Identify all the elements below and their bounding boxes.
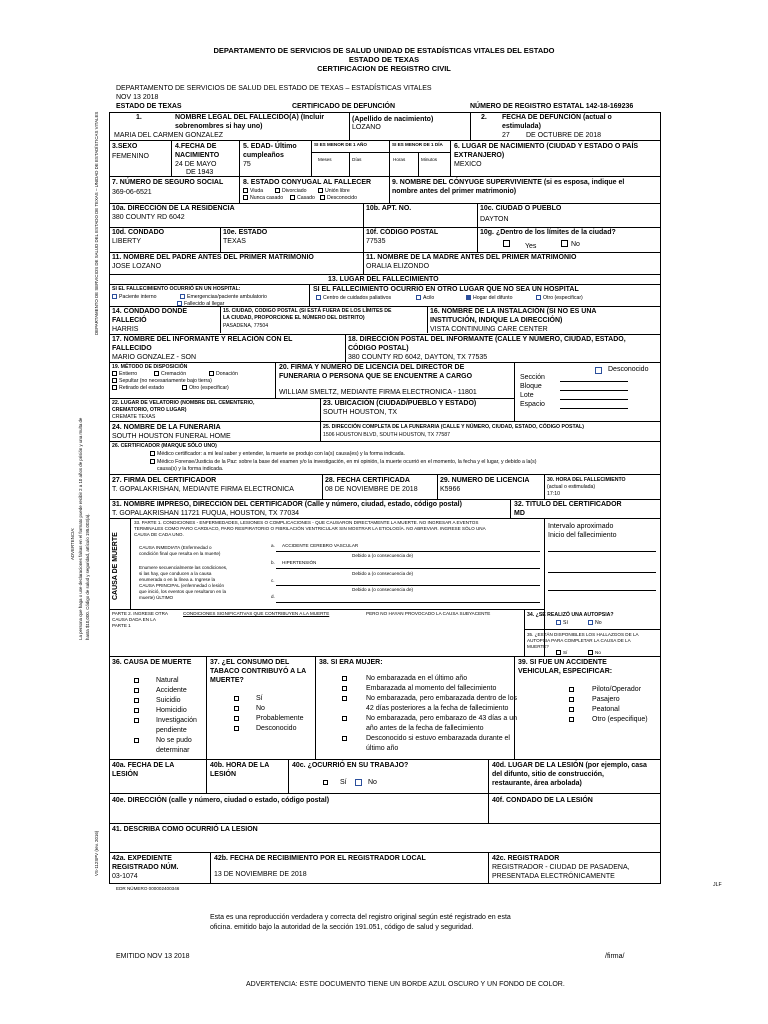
f4-label-2: NACIMIENTO — [175, 152, 220, 159]
f20-label-2: FUNERARIA O PERSONA QUE SE ENCUENTRE A CARGO — [279, 373, 473, 380]
f27-label: 27. FIRMA DEL CERTIFICADOR — [112, 477, 217, 484]
findings-no-checkbox[interactable] — [588, 650, 593, 655]
deceased-name: MARIA DEL CARMEN GONZALEZ — [114, 132, 224, 139]
f40d-label: 40d. LUGAR DE LA LESIÓN (por ejemplo, casa — [492, 762, 647, 769]
autopsy-yes-checkbox[interactable] — [556, 620, 561, 625]
manner-option-label: Accidente — [156, 687, 187, 694]
pregnancy-option-label: año antes de la fecha de fallecimiento — [366, 725, 484, 732]
pregnancy-option-checkbox[interactable] — [342, 696, 347, 701]
f19-label: 19. MÉTODO DE DISPOSICIÓN — [112, 364, 188, 370]
f7-label: 7. NÚMERO DE SEGURO SOCIAL — [112, 179, 224, 186]
f5-label-2: cumpleaños — [243, 152, 284, 159]
days-label: Días — [352, 157, 362, 162]
f6-label-2: EXTRANJERO) — [454, 152, 505, 159]
interval-label-2: Inicio del fallecimiento — [548, 532, 617, 539]
f1-label-2: sobrenombres si hay uno) — [175, 123, 263, 130]
disp-cremation-checkbox[interactable] — [154, 371, 159, 376]
f36-label: 36. CAUSA DE MUERTE — [112, 659, 192, 666]
f40e-label: 40e. DIRECCIÓN (calle y número, ciudad o estado, código postal) — [112, 797, 330, 804]
other-hospice-label: Centro de cuidados paliativos — [323, 295, 392, 301]
findings-yes-label: Sí — [563, 650, 568, 655]
autopsy-yes-label: Sí — [563, 620, 568, 626]
plot-block-label: Bloque — [520, 383, 542, 390]
plot-unknown-checkbox[interactable] — [595, 367, 602, 374]
subheader-dept: DEPARTAMENTO DE SERVICIOS DE SALUD DEL ESTADO DE TEXAS – ESTADÍSTICAS VITALES — [116, 85, 432, 92]
f35-label-3: MUERTE? — [527, 644, 549, 649]
warning-text: ADVERTENCIA: ESTE DOCUMENTO TIENE UN BORDE AZUL OSCURO Y UN FONDO DE COLOR. — [246, 981, 565, 988]
marital-unknown-label: Desconocido — [327, 195, 357, 201]
other-other-label: Otro (especificar) — [543, 295, 583, 301]
f10c-label: 10c. CIUDAD O PUEBLO — [480, 205, 562, 212]
autopsy-no-checkbox[interactable] — [588, 620, 593, 625]
other-other-checkbox[interactable] — [536, 295, 541, 300]
disp-donation-checkbox[interactable] — [209, 371, 214, 376]
f33-intro-3: CAUSA DE CADA UNO. — [134, 532, 184, 537]
manner-option-label: Homicidio — [156, 707, 187, 714]
ssn-value: 369-06-6521 — [112, 189, 152, 196]
father-name: JOSE LOZANO — [112, 263, 162, 270]
f16-label: 16. NOMBRE DE LA INSTALACIÓN (SI NO ES UNA — [430, 308, 597, 315]
part2-label-5: PARTE 1 — [112, 623, 131, 628]
other-home-checkbox[interactable] — [466, 295, 471, 300]
f30-label-2: (actual o estimulada) — [547, 484, 596, 490]
subheader-state: ESTADO DE TEXAS — [116, 103, 182, 110]
f35-label-2: AUTOPSIA PARA COMPLETAR LA CAUSA DE LA — [527, 638, 631, 643]
tobacco-option-label: Probablemente — [256, 715, 304, 722]
f17-label-2: FALLECIDO — [112, 345, 152, 352]
subheader-date: NOV 13 2018 — [116, 94, 159, 101]
residence-address: 380 COUNTY RD 6042 — [112, 214, 185, 221]
certifier-examiner-label-2: causa(s) y la forma indicada. — [157, 466, 224, 472]
marital-never-checkbox[interactable] — [243, 195, 248, 200]
f38-label: 38. SI ERA MUJER: — [319, 659, 383, 666]
f14-label: 14. CONDADO DONDE — [112, 308, 188, 315]
sidebar-form-code: VS-112SPV (rev. 2016) — [94, 830, 99, 876]
marital-unknown-checkbox[interactable] — [320, 195, 325, 200]
header-line-1: DEPARTAMENTO DE SERVICIOS DE SALUD UNIDAD DE ESTADÍSTICAS VITALES DEL ESTADO — [213, 46, 555, 55]
edr-number: EDR NÚMERO 000002400346 — [116, 886, 180, 891]
at-work-no-label: No — [368, 779, 377, 786]
manner-option-checkbox[interactable] — [134, 698, 139, 703]
minutes-label: Minutos — [421, 157, 438, 162]
seq-1: Enumere secuencialmente las condiciones, — [139, 565, 228, 570]
marital-union-label: Unión libre — [325, 188, 350, 194]
sidebar-top-text: DEPARTAMENTO DE SERVICIOS DE SALUD DEL ESTADO DE TEXAS – UNIDAD DE ESTADÍSTICAS VITALES — [94, 111, 99, 335]
disp-entomb-checkbox[interactable] — [112, 378, 117, 383]
f39-label-2: VEHICULAR, ESPECIFICAR: — [518, 668, 613, 675]
certifier-physician-label: Médico certificador: a mi leal saber y entender, la muerte se produjo con la(s) causa(es) y la forma indicada. — [157, 451, 405, 457]
manner-option-label: Natural — [156, 677, 179, 684]
autopsy-no-label: No — [595, 620, 602, 626]
cause-line-a: ACCIDENTE CEREBRO VASCULAR — [282, 543, 359, 548]
disp-burial-label: Entierro — [119, 371, 138, 377]
f32-label: 32. TITULO DEL CERTIFICADOR — [514, 501, 622, 508]
f30-label: 30. HORA DEL FALLECIMIENTO — [547, 477, 626, 483]
part2-label: PARTE 2. INGRESE OTRA — [112, 611, 168, 616]
manner-option-checkbox[interactable] — [134, 708, 139, 713]
f1b-label: (Apellido de nacimiento) — [352, 116, 434, 123]
other-home-label: Hogar del difunto — [473, 295, 513, 301]
seq-4: CAUSA PRINCIPAL (enfermedad o lesión — [139, 583, 225, 588]
hosp-emergency-checkbox[interactable] — [180, 294, 185, 299]
marital-divorced-checkbox[interactable] — [275, 188, 280, 193]
plot-unknown-label: Desconocido — [608, 366, 649, 373]
other-nursing-checkbox[interactable] — [416, 295, 421, 300]
f42b-label: 42b. FECHA DE RECIBIMIENTO POR EL REGISTRADOR LOCAL — [214, 855, 426, 862]
tobacco-option-checkbox[interactable] — [234, 696, 239, 701]
f12-label: 11. NOMBRE DE LA MADRE ANTES DEL PRIMER MATRIMONIO — [366, 254, 577, 261]
city-limits-no-checkbox[interactable] — [561, 240, 568, 247]
vehicle-option-checkbox[interactable] — [569, 717, 574, 722]
mother-name: ORALIA ELIZONDO — [366, 263, 430, 270]
f5-sub-year: SI ES MENOR DE 1 AÑO — [314, 142, 367, 147]
vehicle-option-label: Peatonal — [592, 706, 620, 713]
part2-label-3: PERO NO HAYAN PROVOCADO LA CAUSA SUBYACENTE — [366, 611, 491, 616]
issued-date: EMITIDO NOV 13 2018 — [116, 953, 190, 960]
cause-of-death-side-label: CAUSA DE MUERTE — [112, 532, 119, 600]
tobacco-option-label: Sí — [256, 695, 263, 702]
vehicle-option-label: Otro (especifique) — [592, 716, 648, 723]
f40f-label: 40f. CONDADO DE LA LESIÓN — [492, 797, 593, 804]
disp-other-checkbox[interactable] — [182, 385, 187, 390]
marital-divorced-label: Divorciado — [282, 188, 307, 194]
hours-label: Horas — [393, 157, 406, 162]
part2-label-2: CONDICIONES SIGNIFICATIVAS QUE CONTRIBUYEN A LA MUERTE — [183, 611, 330, 616]
pregnancy-option-label: Embarazada al momento del fallecimiento — [366, 685, 497, 692]
f10g-label: 10g. ¿Dentro de los límites de la ciudad? — [480, 229, 616, 236]
f4-label: 4.FECHA DE — [175, 143, 217, 150]
certified-date: 08 DE NOVIEMBRE DE 2018 — [325, 486, 418, 493]
f1-num: 1. — [136, 114, 142, 121]
tobacco-option-label: No — [256, 705, 265, 712]
f10e-label: 10e. ESTADO — [223, 229, 268, 236]
pregnancy-option-checkbox[interactable] — [342, 716, 347, 721]
manner-option-label: Investigación — [156, 717, 197, 724]
interval-label: Intervalo aproximado — [548, 523, 614, 530]
seq-2: si las hay, que conducen a la causa — [139, 571, 212, 576]
part2-label-4: CAUSA DADA EN LA — [112, 617, 156, 622]
plot-lot-label: Lote — [520, 392, 534, 399]
f20-label: 20. FIRMA Y NÚMERO DE LICENCIA DEL DIRECTOR DE — [279, 364, 465, 371]
manner-option-checkbox[interactable] — [134, 688, 139, 693]
f40a-label: 40a. FECHA DE LA — [112, 762, 175, 769]
f11-label: 11. NOMBRE DEL PADRE ANTES DEL PRIMER MATRIMONIO — [112, 254, 314, 261]
f31-label: 31. NOMBRE IMPRESO, DIRECCIÓN DEL CERTIFICADOR (Calle y número, ciudad, estado, código postal) — [112, 501, 462, 508]
f6-label: 6. LUGAR DE NACIMIENTO (CIUDAD Y ESTADO O PAÍS — [454, 143, 639, 150]
line-a-label: a. — [271, 543, 275, 548]
residence-county: LIBERTY — [112, 238, 142, 245]
city-limits-yes-checkbox[interactable] — [503, 240, 510, 247]
birth-date-2: DE 1943 — [186, 169, 214, 176]
initials: JLF — [713, 882, 722, 888]
months-label: Meses — [318, 157, 332, 162]
f42c-label: 42c. REGISTRADOR — [492, 855, 560, 862]
cause-line-b: HIPERTENSIÓN — [282, 560, 317, 565]
vehicle-option-checkbox[interactable] — [569, 697, 574, 702]
other-nursing-label: Acilo — [423, 295, 435, 301]
header-line-3: CERTIFICACION DE REGISTRO CIVIL — [317, 64, 451, 73]
f25-label: 25. DIRECCIÓN COMPLETA DE LA FUNERARIA (CALLE Y NÚMERO, CIUDAD, ESTADO, CÓDIGO POSTAL) — [323, 424, 584, 430]
line-b-label: b. — [271, 560, 275, 565]
f40a-label-2: LESIÓN — [112, 771, 139, 778]
manner-option-label: pendiente — [156, 727, 187, 734]
f40d-label-2: del difunto, sitio de construcción, — [492, 771, 605, 778]
pregnancy-option-label: último año — [366, 745, 399, 752]
death-county: HARRIS — [112, 326, 139, 333]
certifier-examiner-checkbox[interactable] — [150, 459, 155, 464]
vehicle-option-checkbox[interactable] — [569, 687, 574, 692]
disp-removal-label: Retirado del estado — [119, 385, 164, 391]
disp-other-label: Otro (especificar) — [189, 385, 229, 391]
f42a-label-2: REGISTRADO NÚM. — [112, 864, 179, 871]
findings-yes-checkbox[interactable] — [556, 650, 561, 655]
certification-statement-2: oficina. emitido bajo la autoridad de la sección 191.051, código de salud y seguridad. — [210, 924, 474, 931]
seq-5: que inició, los eventos que resultaron en la — [139, 589, 227, 594]
f37-label-2: TABACO CONTRIBUYÓ A LA — [210, 668, 307, 675]
f1-label: NOMBRE LEGAL DEL FALLECIDO(A) (Incluir — [175, 114, 325, 121]
f14-label-2: FALLECIÓ — [112, 317, 147, 324]
certifier-name-address: T. GOPALAKRISHAN 11721 FUQUA, HOUSTON, TX 77034 — [112, 510, 299, 517]
file-number: 03-1074 — [112, 873, 138, 880]
funeral-director-signature: WILLIAM SMELTZ, MEDIANTE FIRMA ELECTRONICA - 11801 — [279, 389, 477, 396]
signature-placeholder: /firma/ — [605, 953, 625, 960]
subheader-regnum: NÚMERO DE REGISTRO ESTATAL 142-18-169236 — [470, 103, 634, 110]
f37-label: 37. ¿EL CONSUMO DEL — [210, 659, 290, 666]
f40b-label-2: LESIÓN — [210, 771, 237, 778]
f18-label: 18. DIRECCIÓN POSTAL DEL INFORMANTE (CALLE Y NÚMERO, CIUDAD, ESTADO, — [348, 336, 626, 343]
city-limits-no-label: No — [571, 241, 580, 248]
f9-label-2: nombre antes del primer matrimonio) — [392, 188, 517, 195]
f22-label-2: CREMATORIO, OTRO LUGAR) — [112, 407, 187, 413]
sidebar-warning-line1: La persona que haga o use declaraciones falsas en el formato puede recibir 2 a 10 años de prisión y una multa de — [78, 417, 83, 640]
tobacco-option-checkbox[interactable] — [234, 726, 239, 731]
f34-label: 34. ¿SE REALIZÓ UNA AUTOPSIA? — [527, 612, 614, 618]
disp-removal-checkbox[interactable] — [112, 385, 117, 390]
disp-entomb-label: Sepultar (no necesariamente bajo tierra) — [119, 378, 212, 384]
birth-date-1: 24 DE MAYO — [175, 161, 217, 168]
f37-label-3: MUERTE? — [210, 677, 244, 684]
f28-label: 28. FECHA CERTIFICADA — [325, 477, 410, 484]
marital-widowed-label: Viuda — [250, 188, 264, 194]
f18-label-2: CÓDIGO POSTAL) — [348, 345, 409, 352]
vehicle-option-label: Pasajero — [592, 696, 620, 703]
residence-city: DAYTON — [480, 216, 509, 223]
hosp-doa-label: Fallecido al llegar — [184, 301, 225, 307]
immediate-cause-label: CAUSA INMEDIATA (Enfermedad o — [139, 545, 212, 550]
funeral-home-name: SOUTH HOUSTON FUNERAL HOME — [112, 433, 231, 440]
f24-label: 24. NOMBRE DE LA FUNERARIA — [112, 424, 221, 431]
line-d-label: d. — [271, 594, 275, 599]
f26-label: 26. CERTIFICADOR (MARQUE SÓLO UNO) — [112, 443, 217, 449]
other-hospice-checkbox[interactable] — [316, 295, 321, 300]
pregnancy-option-label: No embarazada, pero embarazo de 43 días a un — [366, 715, 517, 722]
tobacco-option-label: Desconocido — [256, 725, 297, 732]
due-to-b: Debido a (o consecuencia de) — [352, 571, 414, 576]
f9-label: 9. NOMBRE DEL CÓNYUGE SUPERVIVIENTE (si es esposa, indique el — [392, 179, 625, 186]
manner-option-label: No se pudo — [156, 737, 192, 744]
at-work-yes-label: Sí — [340, 779, 347, 786]
death-date: DE OCTUBRE DE 2018 — [526, 132, 602, 139]
pregnancy-option-checkbox[interactable] — [342, 676, 347, 681]
at-work-no-checkbox[interactable] — [355, 779, 362, 786]
facility-name: VISTA CONTINUING CARE CENTER — [430, 326, 548, 333]
disp-burial-checkbox[interactable] — [112, 371, 117, 376]
findings-no-label: No — [595, 650, 601, 655]
manner-option-checkbox[interactable] — [134, 718, 139, 723]
f10a-label: 10a. DIRECCIÓN DE LA RESIDENCIA — [112, 205, 235, 212]
vehicle-option-checkbox[interactable] — [569, 707, 574, 712]
manner-option-label: Suicidio — [156, 697, 181, 704]
f10b-label: 10b. APT. NO. — [366, 205, 412, 212]
immediate-cause-label-2: condición final que resulta en la muerte) — [139, 551, 221, 556]
registrar-value-2: PRESENTADA ELECTRÓNICAMENTE — [492, 873, 615, 880]
residence-state: TEXAS — [223, 238, 246, 245]
certifier-physician-checkbox[interactable] — [150, 451, 155, 456]
pregnancy-option-label: No embarazada, pero embarazada dentro de los — [366, 695, 517, 702]
death-city-zip: PASADENA, 77504 — [223, 323, 269, 329]
seq-6: muerte) ÚLTIMO — [139, 595, 174, 600]
manner-option-label: determinar — [156, 747, 190, 754]
f29-label: 29. NUMERO DE LICENCIA — [440, 477, 530, 484]
marital-married-checkbox[interactable] — [290, 195, 295, 200]
f16-label-2: INSTITUCIÓN, INDIQUE LA DIRECCIÓN) — [430, 317, 563, 324]
certifier-signature: T. GOPALAKRISHAN, MEDIANTE FIRMA ELECTRONICA — [112, 486, 294, 493]
f13-other-label: SI EL FALLECIMIENTO OCURRIÓ EN OTRO LUGAR QUE NO SEA UN HOSPITAL — [313, 286, 579, 293]
due-to-a: Debido a (o consecuencia de) — [352, 553, 414, 558]
pregnancy-option-checkbox[interactable] — [342, 736, 347, 741]
age-value: 75 — [243, 161, 251, 168]
tobacco-option-checkbox[interactable] — [234, 716, 239, 721]
received-date: 13 DE NOVIEMBRE DE 2018 — [214, 871, 307, 878]
hosp-inpatient-checkbox[interactable] — [112, 294, 117, 299]
death-day: 27 — [502, 132, 510, 139]
at-work-yes-checkbox[interactable] — [323, 780, 328, 785]
f15-label: 15. CIUDAD, CODIGO POSTAL (SI ESTÁ FUERA DE LOS LÍMITES DE — [223, 308, 392, 314]
f22-label: 22. LUGAR DE VELATORIO (NOMBRE DEL CEMENTERIO, — [112, 400, 255, 406]
manner-option-checkbox[interactable] — [134, 738, 139, 743]
certification-statement: Esta es una reproducción verdadera y correcta del registro original según esté registrado en esta — [210, 914, 511, 921]
due-to-c: Debido a (o consecuencia de) — [352, 587, 414, 592]
tobacco-option-checkbox[interactable] — [234, 706, 239, 711]
registrar-value: REGISTRADOR - CIUDAD DE PASADENA, — [492, 864, 630, 871]
f40c-label: 40c. ¿OCURRIÓ EN SU TRABAJO? — [292, 762, 409, 769]
f10f-label: 10f. CÓDIGO POSTAL — [366, 229, 439, 236]
pregnancy-option-label: Desconocido si estuvo embarazada durante el — [366, 735, 510, 742]
marital-union-checkbox[interactable] — [318, 188, 323, 193]
hosp-inpatient-label: Paciente interno — [119, 294, 157, 300]
vehicle-option-label: Piloto/Operador — [592, 686, 642, 693]
f3-label: 3.SEXO — [112, 143, 138, 150]
sex-value: FEMENINO — [112, 153, 149, 160]
funeral-home-address: 1506 HOUSTON BLVD, SOUTH HOUSTON, TX 77587 — [323, 432, 451, 438]
f17-label: 17. NOMBRE DEL INFORMANTE Y RELACIÓN CON EL — [112, 336, 293, 343]
time-of-death: 17:10 — [547, 491, 560, 497]
residence-zip: 77535 — [366, 238, 386, 245]
pregnancy-option-label: 42 días posteriores a la fecha de fallecimiento — [366, 705, 509, 712]
f5-label: 5. EDAD- Último — [243, 143, 297, 150]
pregnancy-option-label: No embarazada en el último año — [366, 675, 468, 682]
f33-intro-2: TERMINALES COMO PARO CARDIACO, PARO RESPIRATORIO O FIBRILACIÓN VENTRICULAR SIN MOSTRAR LA ETIOLOGÍA. NO ABREVIAR. INGRESE SÓLO UNA — [134, 526, 486, 531]
certifier-title: MD — [514, 510, 525, 517]
f23-label: 23. UBICACIÓN (CIUDAD/PUEBLO Y ESTADO) — [323, 400, 477, 407]
f8-label: 8. ESTADO CONYUGAL AL FALLECER — [243, 179, 372, 186]
sidebar-warning-title: ADVERTENCIA: — [70, 527, 75, 560]
f39-label: 39. SI FUE UN ACCIDENTE — [518, 659, 607, 666]
subheader-cert: CERTIFICADO DE DEFUNCIÓN — [292, 103, 396, 110]
f5-sub-day: SI ES MENOR DE 1 DÍA — [392, 142, 443, 147]
sidebar-warning-line2: hasta $10,000. Código de salud y seguridad, artículo 195.003(a). — [85, 513, 90, 640]
informant-name: MARIO GONZALEZ - SON — [112, 354, 197, 361]
disp-cremation-label: Cremación — [161, 371, 187, 377]
f40d-label-3: restaurante, área arbolada) — [492, 780, 582, 787]
marital-married-label: Casado — [297, 195, 315, 201]
f10d-label: 10d. CONDADO — [112, 229, 165, 236]
disposition-location: SOUTH HOUSTON, TX — [323, 409, 398, 416]
f35-label: 35. ¿ESTÁN DISPONIBLES LOS HALLAZGOS DE LA — [527, 632, 639, 637]
marital-widowed-checkbox[interactable] — [243, 188, 248, 193]
disp-donation-label: Donación — [216, 371, 238, 377]
f15-label-2: LA CIUDAD, PROPORCIONE EL NÚMERO DEL DISTRITO) — [223, 315, 365, 321]
line-c-label: c. — [271, 578, 275, 583]
informant-address: 380 COUNTY RD 6042, DAYTON, TX 77535 — [348, 354, 488, 361]
f41-label: 41. DESCRIBA COMO OCURRIÓ LA LESION — [112, 826, 258, 833]
certifier-examiner-label: Médico Forense/Justicia de la Paz: sobre la base del examen y/o la investigación, en mi opinión, la muerte ocurrió en el momento, la fecha y el lugar, y debido a la(s) — [157, 459, 537, 465]
birthplace-value: MEXICO — [454, 161, 482, 168]
seq-3: enumerada o en la línea a. Ingrese la — [139, 577, 216, 582]
disposition-place: CREMATE TEXAS — [112, 414, 156, 420]
license-number: K5966 — [440, 486, 461, 493]
plot-section-label: Sección — [520, 374, 545, 381]
header-line-2: ESTADO DE TEXAS — [348, 55, 420, 64]
city-limits-yes-label: Yes — [525, 243, 537, 250]
f13-title: 13. LUGAR DEL FALLECIMIENTO — [328, 276, 439, 283]
manner-option-checkbox[interactable] — [134, 678, 139, 683]
f2-label: FECHA DE DEFUNCIÓN (actual o — [502, 114, 612, 121]
f13-hospital-label: SI EL FALLECIMIENTO OCURRIÓ EN UN HOSPITAL: — [112, 286, 241, 292]
plot-space-label: Espacio — [520, 401, 545, 408]
f40b-label: 40b. HORA DE LA — [210, 762, 270, 769]
hosp-emergency-label: Emergencias/paciente ambulatorio — [187, 294, 267, 300]
pregnancy-option-checkbox[interactable] — [342, 686, 347, 691]
f42a-label: 42a. EXPEDIENTE — [112, 855, 172, 862]
f33-intro-1: 33. PARTE 1. CONDICIONES - ENFERMEDADES, LESIONES O COMPLICACIONES - QUE CAUSARON DIRECTAMENTE LA MUERTE. NO INGRESAR A EVENTOS — [134, 520, 479, 525]
birth-surname: LOZANO — [352, 124, 381, 131]
f2-num: 2. — [481, 114, 487, 121]
f2-label-2: estimulada) — [502, 123, 541, 130]
marital-never-label: Nunca casado — [250, 195, 284, 201]
